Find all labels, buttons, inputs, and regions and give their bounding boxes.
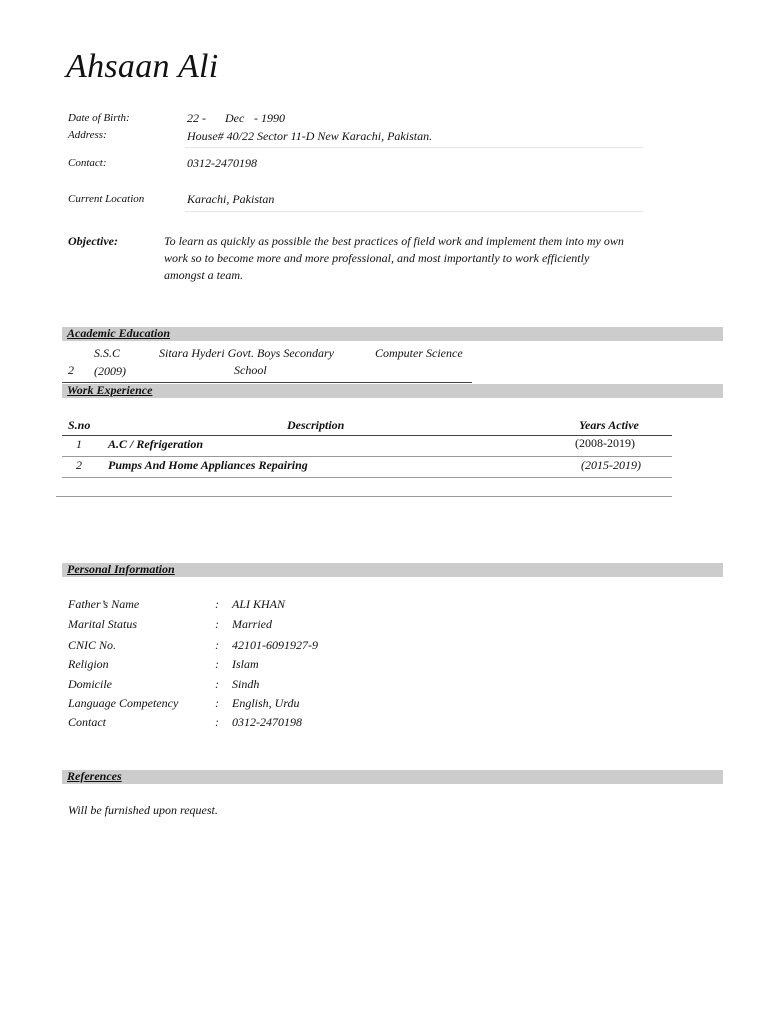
work-header-sno: S.no [68, 418, 91, 432]
contact-label: Contact: [68, 157, 107, 169]
work-row-1-sno: 1 [76, 437, 82, 451]
academic-row-number: 2 [68, 363, 74, 377]
work-row-1-divider [62, 456, 672, 457]
dob-month: Dec [225, 111, 245, 125]
personal-fathers-name-sep: : [215, 597, 219, 611]
dob-label: Date of Birth: [68, 112, 130, 124]
personal-heading-bar [62, 563, 723, 577]
objective-line-1: To learn as quickly as possible the best practices of field work and implement them into my own [164, 234, 624, 248]
address-label: Address: [68, 129, 107, 141]
objective-label: Objective: [68, 234, 118, 248]
personal-religion-label: Religion [68, 657, 109, 671]
work-row-1-years: (2008-2019) [575, 436, 635, 450]
personal-cnic-label: CNIC No. [68, 638, 117, 652]
objective-line-3: amongst a team. [164, 268, 243, 282]
personal-domicile-value: Sindh [232, 677, 260, 691]
work-row-2-description: Pumps And Home Appliances Repairing [108, 458, 308, 472]
dob-year: - 1990 [254, 111, 285, 125]
academic-heading: Academic Education [67, 326, 170, 340]
personal-language-label: Language Competency [68, 696, 179, 710]
candidate-name: Ahsaan Ali [66, 48, 219, 85]
personal-marital-status-sep: : [215, 617, 219, 631]
personal-fathers-name-label: Father’s Name [68, 597, 140, 611]
work-table-bottom [56, 496, 672, 497]
work-row-2-sno: 2 [76, 458, 82, 472]
address-value: House# 40/22 Sector 11-D New Karachi, Pakistan. [187, 129, 433, 143]
references-text: Will be furnished upon request. [68, 803, 218, 817]
work-row-1-description: A.C / Refrigeration [108, 437, 204, 451]
personal-religion-value: Islam [232, 657, 259, 671]
references-heading: References [67, 769, 122, 783]
personal-contact-label: Contact [68, 715, 106, 729]
work-header-description: Description [287, 418, 345, 432]
academic-group: Computer Science [375, 346, 463, 360]
location-divider [185, 211, 643, 212]
personal-contact-sep: : [215, 715, 219, 729]
work-row-2-divider [62, 477, 672, 478]
personal-heading: Personal Information [67, 562, 175, 576]
personal-marital-status-label: Marital Status [68, 617, 138, 631]
personal-domicile-sep: : [215, 677, 219, 691]
work-header-years: Years Active [579, 418, 639, 432]
work-heading-bar [62, 384, 723, 398]
work-row-2-years: (2015-2019) [581, 458, 641, 472]
work-heading: Work Experience [67, 383, 153, 397]
location-value: Karachi, Pakistan [187, 192, 275, 206]
personal-contact-value: 0312-2470198 [232, 715, 302, 729]
academic-degree: S.S.C [94, 346, 121, 360]
academic-institute-line-2: School [234, 363, 267, 377]
personal-fathers-name-value: ALI KHAN [232, 597, 286, 611]
personal-language-sep: : [215, 696, 219, 710]
academic-year: (2009) [94, 364, 126, 378]
dob-day: 22 - [187, 111, 206, 125]
personal-marital-status-value: Married [232, 617, 272, 631]
contact-value: 0312-2470198 [187, 156, 257, 170]
location-label: Current Location [68, 193, 145, 205]
address-divider [185, 147, 643, 148]
personal-domicile-label: Domicile [68, 677, 112, 691]
academic-institute-line-1: Sitara Hyderi Govt. Boys Secondary [159, 346, 334, 360]
personal-religion-sep: : [215, 657, 219, 671]
references-heading-bar [62, 770, 723, 784]
personal-cnic-value: 42101-6091927-9 [232, 638, 318, 652]
objective-line-2: work so to become more and more professional, and most importantly to work efficiently [164, 251, 590, 265]
personal-language-value: English, Urdu [232, 696, 300, 710]
personal-cnic-sep: : [215, 638, 219, 652]
academic-heading-bar [62, 327, 723, 341]
